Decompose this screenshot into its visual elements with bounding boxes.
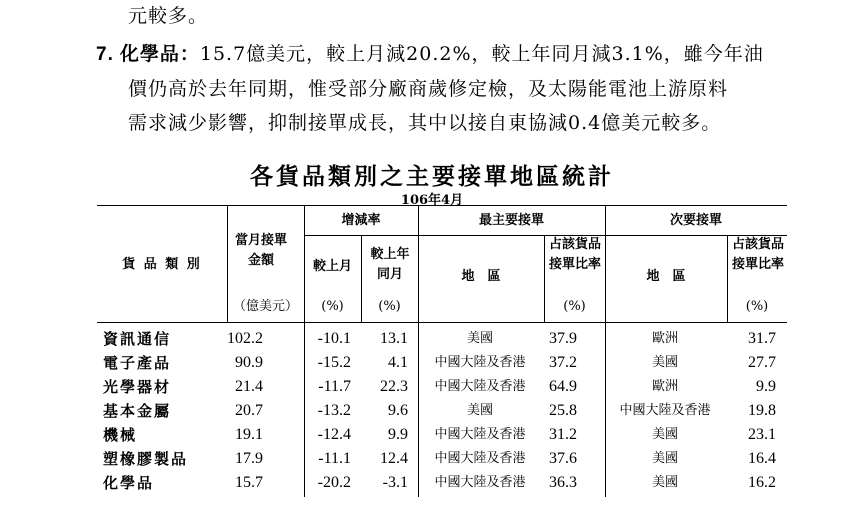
- paragraph-line: 元較多。: [128, 5, 209, 27]
- header-group-rule: [304, 235, 787, 236]
- header-yoy: 較上年同月: [370, 247, 410, 282]
- mom-cell: -20.2: [317, 474, 351, 491]
- category-name: 基本金屬: [103, 402, 172, 420]
- table-row: [97, 375, 787, 399]
- secondary-region-cell: 歐洲: [651, 379, 678, 394]
- header-secondary: 次要接單: [669, 213, 722, 228]
- secondary-region-cell: 美國: [651, 451, 678, 466]
- item-label: 化學品：: [119, 43, 200, 65]
- trade-orders-table: [97, 205, 787, 497]
- header-region-primary: 地 區: [461, 269, 501, 284]
- amount-cell: 21.4: [235, 378, 263, 395]
- header-share-secondary: 占該貨品接單比率: [731, 237, 784, 272]
- mom-cell: -12.4: [317, 426, 351, 443]
- secondary-region-cell: 美國: [651, 355, 678, 370]
- secondary-share-cell: 27.7: [748, 354, 776, 371]
- secondary-share-cell: 19.8: [748, 402, 776, 419]
- item-text: 15.7億美元，較上月減20.2%，較上年同月減3.1%，雖今年油: [199, 43, 764, 65]
- primary-share-cell: 25.8: [549, 402, 577, 419]
- yoy-cell: -3.1: [382, 474, 408, 491]
- primary-share-cell: 37.6: [549, 450, 577, 467]
- yoy-cell: 22.3: [380, 378, 408, 395]
- category-name: 化學品: [103, 474, 155, 492]
- header-amount: 當月接單金額: [234, 233, 287, 268]
- yoy-cell: 4.1: [388, 354, 408, 371]
- primary-region-cell: 中國大陸及香港: [434, 379, 526, 394]
- table-row: [97, 423, 787, 447]
- amount-cell: 19.1: [235, 426, 263, 443]
- secondary-share-cell: 16.4: [748, 450, 776, 467]
- table-top-rule: [97, 205, 787, 206]
- category-name: 光學器材: [103, 378, 172, 396]
- header-mom-unit: (%): [321, 299, 344, 314]
- secondary-share-cell: 9.9: [756, 378, 776, 395]
- table-row: [97, 471, 787, 495]
- mom-cell: -11.1: [318, 450, 351, 467]
- primary-region-cell: 美國: [466, 331, 493, 346]
- table-title: 各貨品類別之主要接單地區統計: [250, 163, 614, 190]
- category-name: 電子產品: [103, 354, 172, 372]
- secondary-region-cell: 歐洲: [651, 331, 678, 346]
- item-number: 7.: [96, 44, 114, 65]
- header-change-rate: 增減率: [341, 213, 381, 228]
- paragraph-line: 價仍高於去年同期，惟受部分廠商歲修定檢，及太陽能電池上游原料: [128, 78, 729, 100]
- yoy-cell: 9.6: [388, 402, 408, 419]
- category-name: 機械: [103, 426, 138, 444]
- secondary-share-cell: 16.2: [748, 474, 776, 491]
- paragraph-item-line: [96, 40, 764, 69]
- header-share-primary-unit: (%): [563, 299, 586, 314]
- header-category: 貨 品 類 別: [122, 257, 202, 272]
- table-row: [97, 327, 787, 351]
- header-yoy-unit: (%): [378, 299, 401, 314]
- table-row: [97, 447, 787, 471]
- secondary-region-cell: 中國大陸及香港: [619, 403, 711, 418]
- primary-region-cell: 中國大陸及香港: [434, 475, 526, 490]
- amount-cell: 20.7: [235, 402, 263, 419]
- header-amount-unit: （億美元）: [232, 299, 298, 314]
- secondary-share-cell: 31.7: [748, 330, 776, 347]
- primary-share-cell: 36.3: [549, 474, 577, 491]
- primary-region-cell: 中國大陸及香港: [434, 427, 526, 442]
- primary-share-cell: 37.2: [549, 354, 577, 371]
- amount-cell: 17.9: [235, 450, 263, 467]
- paragraph-line: 需求減少影響，抑制接單成長，其中以接自東協減0.4億美元較多。: [128, 112, 722, 134]
- amount-cell: 90.9: [235, 354, 263, 371]
- mom-cell: -13.2: [317, 402, 351, 419]
- amount-cell: 15.7: [235, 474, 263, 491]
- table-row: [97, 351, 787, 375]
- header-share-secondary-unit: (%): [745, 299, 769, 314]
- primary-region-cell: 中國大陸及香港: [434, 355, 526, 370]
- table-row: [97, 399, 787, 423]
- yoy-cell: 9.9: [388, 426, 408, 443]
- header-bottom-rule: [97, 322, 787, 323]
- primary-region-cell: 美國: [466, 403, 493, 418]
- category-name: 塑橡膠製品: [103, 450, 189, 468]
- primary-share-cell: 37.9: [549, 330, 577, 347]
- table-subtitle: 106年4月: [400, 193, 464, 208]
- amount-cell: 102.2: [227, 330, 263, 347]
- header-region-secondary: 地 區: [646, 269, 686, 284]
- yoy-cell: 12.4: [380, 450, 408, 467]
- mom-cell: -15.2: [317, 354, 351, 371]
- primary-region-cell: 中國大陸及香港: [434, 451, 526, 466]
- header-primary: 最主要接單: [478, 213, 544, 228]
- mom-cell: -10.1: [317, 330, 351, 347]
- category-name: 資訊通信: [103, 330, 172, 348]
- secondary-region-cell: 美國: [651, 475, 678, 490]
- header-mom: 較上月: [312, 259, 352, 274]
- header-share-primary: 占該貨品接單比率: [549, 237, 602, 272]
- primary-share-cell: 31.2: [549, 426, 577, 443]
- secondary-share-cell: 23.1: [748, 426, 776, 443]
- secondary-region-cell: 美國: [651, 427, 678, 442]
- primary-share-cell: 64.9: [549, 378, 577, 395]
- yoy-cell: 13.1: [380, 330, 408, 347]
- mom-cell: -11.7: [318, 378, 351, 395]
